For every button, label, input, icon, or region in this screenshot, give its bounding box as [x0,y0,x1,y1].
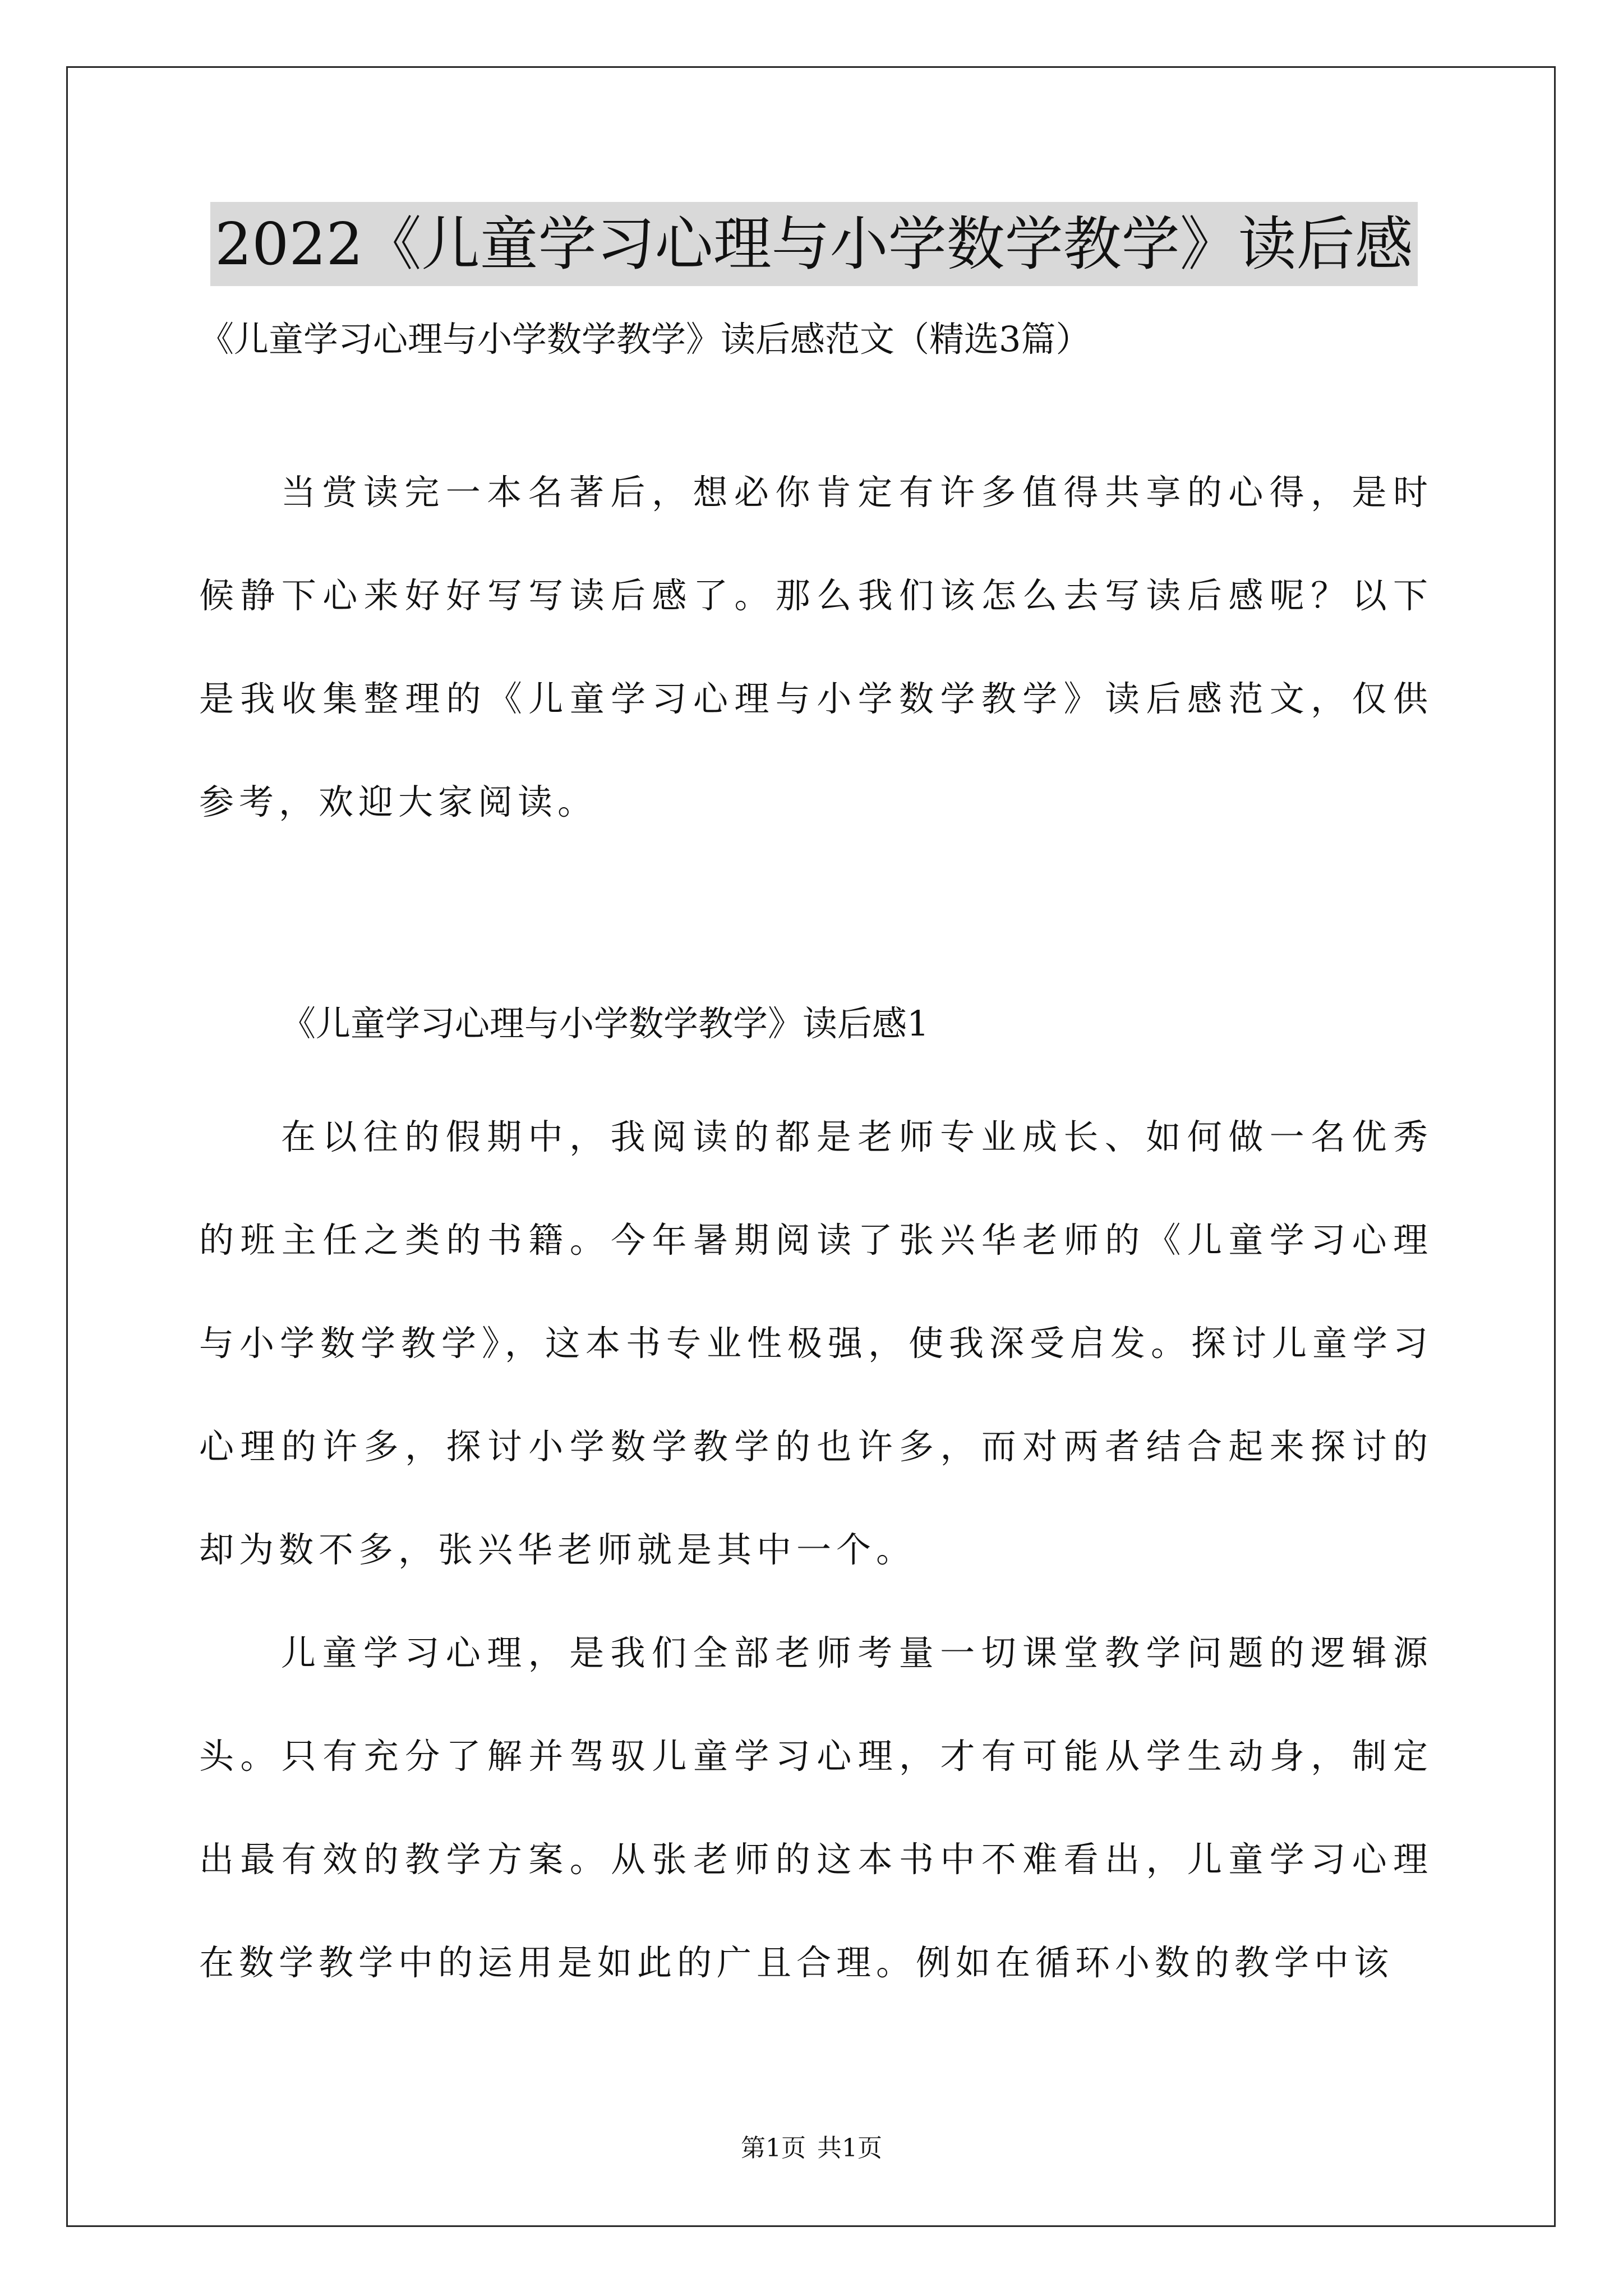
intro-paragraph: 当赏读完一本名著后，想必你肯定有许多值得共享的心得，是时候静下心来好好写写读后感了。那么我们该怎么去写读后感呢？以下是我收集整理的《儿童学习心理与小学数学教学》读后感范文，仅供参考，欢迎大家阅读。 [199,472,1433,822]
page-number-current: 第1页 [741,2134,806,2162]
body-paragraph-1: 在以往的假期中，我阅读的都是老师专业成长、如何做一名优秀的班主任之类的书籍。今年暑期阅读了张兴华老师的《儿童学习心理与小学数学教学》，这本书专业性极强，使我深受启发。探讨儿童学习心理的许多，探讨小学数学教学的也许多，而对两者结合起来探讨的却为数不多，张兴华老师就是其中一个。 [199,1116,1433,1570]
body-paragraph-2: 儿童学习心理，是我们全部老师考量一切课堂教学问题的逻辑源头。只有充分了解并驾驭儿童学习心理，才有可能从学生动身，制定出最有效的教学方案。从张老师的这本书中不难看出，儿童学习心理在数学教学中的运用是如此的广且合理。例如在循环小数的教学中该 [199,1632,1433,1983]
page-footer [0,2132,1623,2165]
document-subtitle: 《儿童学习心理与小学数学教学》读后感范文（精选3篇） [199,319,1091,360]
section-heading: 《儿童学习心理与小学数学教学》读后感1 [281,1003,929,1044]
page-number-total: 共1页 [817,2134,882,2162]
document-title: 2022《儿童学习心理与小学数学教学》读后感 [210,202,1418,286]
